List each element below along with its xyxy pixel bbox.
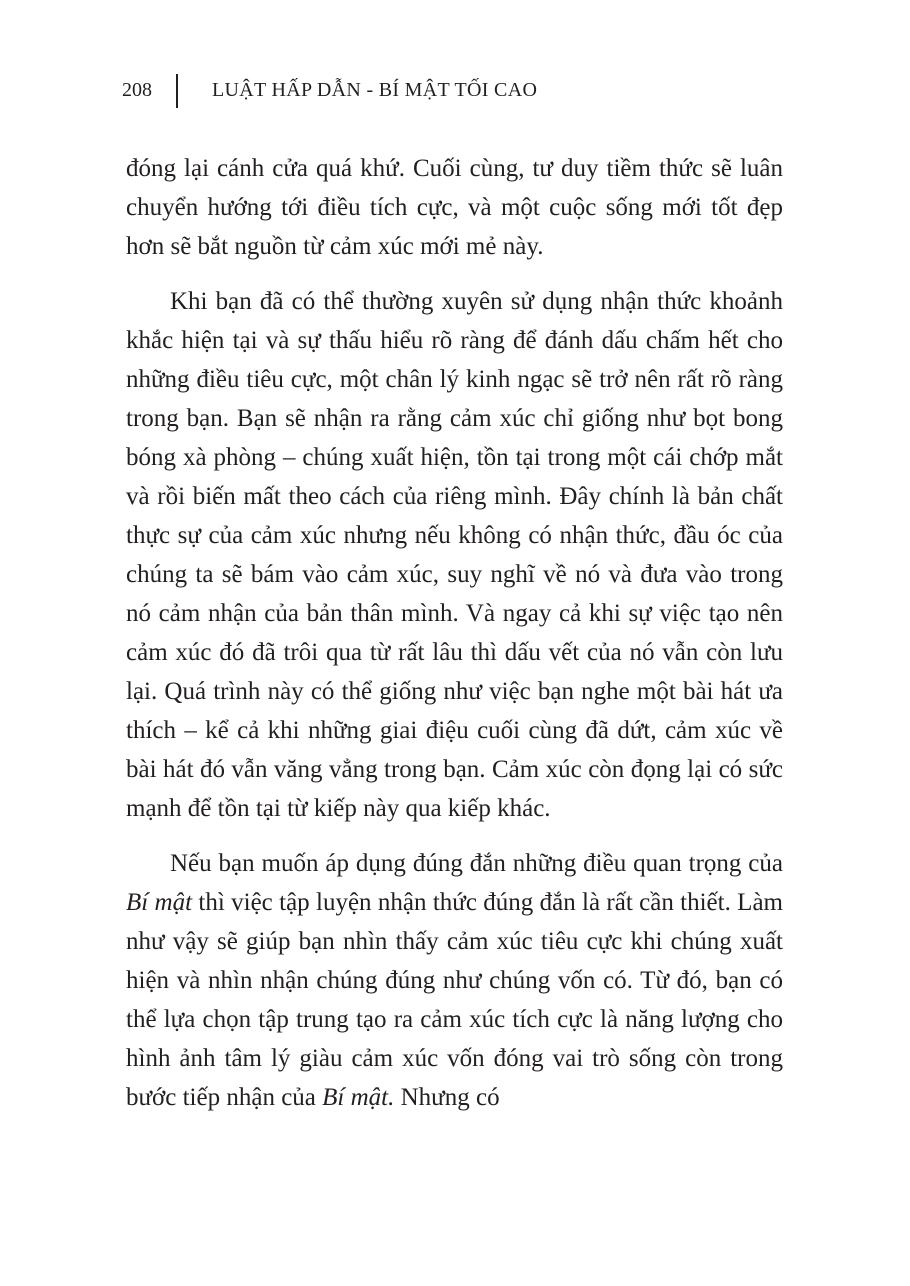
page-number: 208 xyxy=(122,79,152,101)
paragraph-3 xyxy=(126,844,783,1117)
header-divider xyxy=(176,74,178,108)
paragraph-3-text: thì việc tập luyện nhận thức đúng đắn là rất cần thiết. Làm như vậy sẽ giúp bạn nhìn thấy cảm xúc tiêu cực khi chúng xuất hiện và nhìn nhận chúng đúng như chúng vốn có. Từ đó, bạn có thể lựa chọn tập trung tạo ra cảm xúc tích cực là năng lượng cho hình ảnh tâm lý giàu cảm xúc vốn đóng vai trò sống còn trong bước tiếp nhận của xyxy=(126,889,783,1111)
paragraph-1: đóng lại cánh cửa quá khứ. Cuối cùng, tư duy tiềm thức sẽ luân chuyển hướng tới điều tích cực, và một cuộc sống mới tốt đẹp hơn sẽ bắt nguồn từ cảm xúc mới mẻ này. xyxy=(126,155,783,260)
body-text xyxy=(126,149,783,1117)
book-title-italic: Bí mật xyxy=(126,889,193,916)
paragraph-3-text: Nếu bạn muốn áp dụng đúng đắn những điều quan trọng của xyxy=(170,850,783,877)
page-header xyxy=(0,70,910,110)
paragraph-2: Khi bạn đã có thể thường xuyên sử dụng nhận thức khoảnh khắc hiện tại và sự thấu hiểu rõ ràng để đánh dấu chấm hết cho những điều tiêu cực, một chân lý kinh ngạc sẽ trở nên rất rõ ràng trong bạn. Bạn sẽ nhận ra rằng cảm xúc chỉ giống như bọt bong bóng xà phòng – chúng xuất hiện, tồn tại trong một cái chớp mắt và rồi biến mất theo cách của riêng mình. Đây chính là bản chất thực sự của cảm xúc nhưng nếu không có nhận thức, đầu óc của chúng ta sẽ bám vào cảm xúc, suy nghĩ về nó và đưa vào trong nó cảm nhận của bản thân mình. Và ngay cả khi sự việc tạo nên cảm xúc đó đã trôi qua từ rất lâu thì dấu vết của nó vẫn còn lưu lại. Quá trình này có thể giống như việc bạn nghe một bài hát ưa thích – kể cả khi những giai điệu cuối cùng đã dứt, cảm xúc về bài hát đó vẫn văng vẳng trong bạn. Cảm xúc còn đọng lại có sức mạnh để tồn tại từ kiếp này qua kiếp khác. xyxy=(126,288,783,822)
paragraph-3-text: Nhưng có xyxy=(394,1084,500,1111)
book-title-italic: Bí mật. xyxy=(322,1084,395,1111)
running-title: LUẬT HẤP DẪN - BÍ MẬT TỐI CAO xyxy=(212,79,538,101)
